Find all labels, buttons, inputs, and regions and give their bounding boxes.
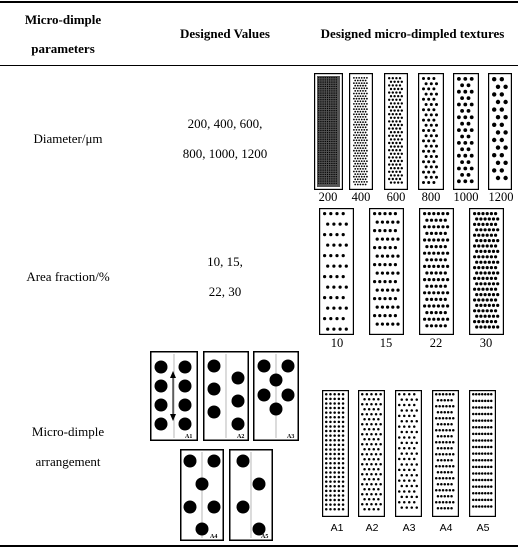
table-top-rule	[0, 1, 518, 3]
arrangement-texture-a4	[432, 390, 459, 517]
arrangement-label-a2: A2	[237, 434, 245, 440]
diameter-label: 800	[421, 190, 441, 204]
arrangement-texture-label: A3	[402, 522, 416, 534]
arrangement-schematic-a2	[203, 351, 249, 441]
header-parameters-line1: Micro-dimple	[24, 12, 102, 27]
diameter-label: 1200	[488, 190, 514, 204]
diameter-label: 400	[351, 190, 371, 204]
arrangement-label-a4: A4	[210, 534, 218, 540]
area-fraction-label: 30	[479, 336, 493, 350]
table-bottom-rule	[0, 545, 518, 547]
arrangement-parameter-line1: Micro-dimple	[31, 424, 105, 439]
diameter-label: 1000	[453, 190, 479, 204]
arrangement-parameter-line2: arrangement	[35, 454, 101, 469]
diameter-label: 600	[386, 190, 406, 204]
area-fraction-values-line1: 10, 15,	[207, 254, 243, 269]
area-fraction-texture-30	[469, 208, 504, 335]
arrangement-texture-label: A5	[476, 522, 490, 534]
arrangement-texture-a1	[322, 390, 349, 517]
arrangement-schematic-a1	[150, 351, 198, 441]
diameter-texture-800	[418, 73, 444, 190]
arrangement-schematic-a3	[253, 351, 299, 441]
diameter-values-line1: 200, 400, 600,	[187, 116, 263, 131]
arrangement-texture-label: A4	[439, 522, 453, 534]
diameter-texture-1200	[488, 73, 512, 190]
arrangement-texture-a3	[395, 390, 422, 517]
arrangement-texture-a2	[358, 390, 385, 517]
arrangement-texture-a5	[469, 390, 496, 517]
area-fraction-label: 15	[379, 336, 393, 350]
area-fraction-parameter: Area fraction/%	[26, 269, 110, 284]
arrangement-label-a5: A5	[261, 534, 269, 540]
arrangement-label-a3: A3	[287, 434, 295, 440]
arrangement-schematic-a5	[229, 449, 273, 541]
area-fraction-label: 22	[429, 336, 443, 350]
arrangement-texture-label: A2	[365, 522, 379, 534]
arrangement-label-a1: A1	[185, 434, 193, 440]
header-parameters-line2: parameters	[31, 41, 95, 56]
arrangement-texture-label: A1	[330, 522, 344, 534]
area-fraction-texture-10	[319, 208, 354, 335]
diameter-texture-1000	[453, 73, 479, 190]
diameter-texture-200	[314, 73, 343, 190]
area-fraction-values-line2: 22, 30	[208, 284, 242, 299]
area-fraction-texture-15	[369, 208, 404, 335]
diameter-values-line2: 800, 1000, 1200	[182, 146, 268, 161]
header-separator-rule	[0, 65, 518, 66]
diameter-texture-600	[384, 73, 408, 190]
diameter-label: 200	[318, 190, 338, 204]
diameter-texture-400	[349, 73, 373, 190]
arrangement-schematic-a4	[180, 449, 224, 541]
header-designed-values: Designed Values	[180, 26, 270, 41]
area-fraction-texture-22	[419, 208, 454, 335]
area-fraction-label: 10	[330, 336, 344, 350]
header-designed-textures: Designed micro-dimpled textures	[320, 26, 505, 41]
diameter-parameter: Diameter/μm	[33, 131, 103, 146]
